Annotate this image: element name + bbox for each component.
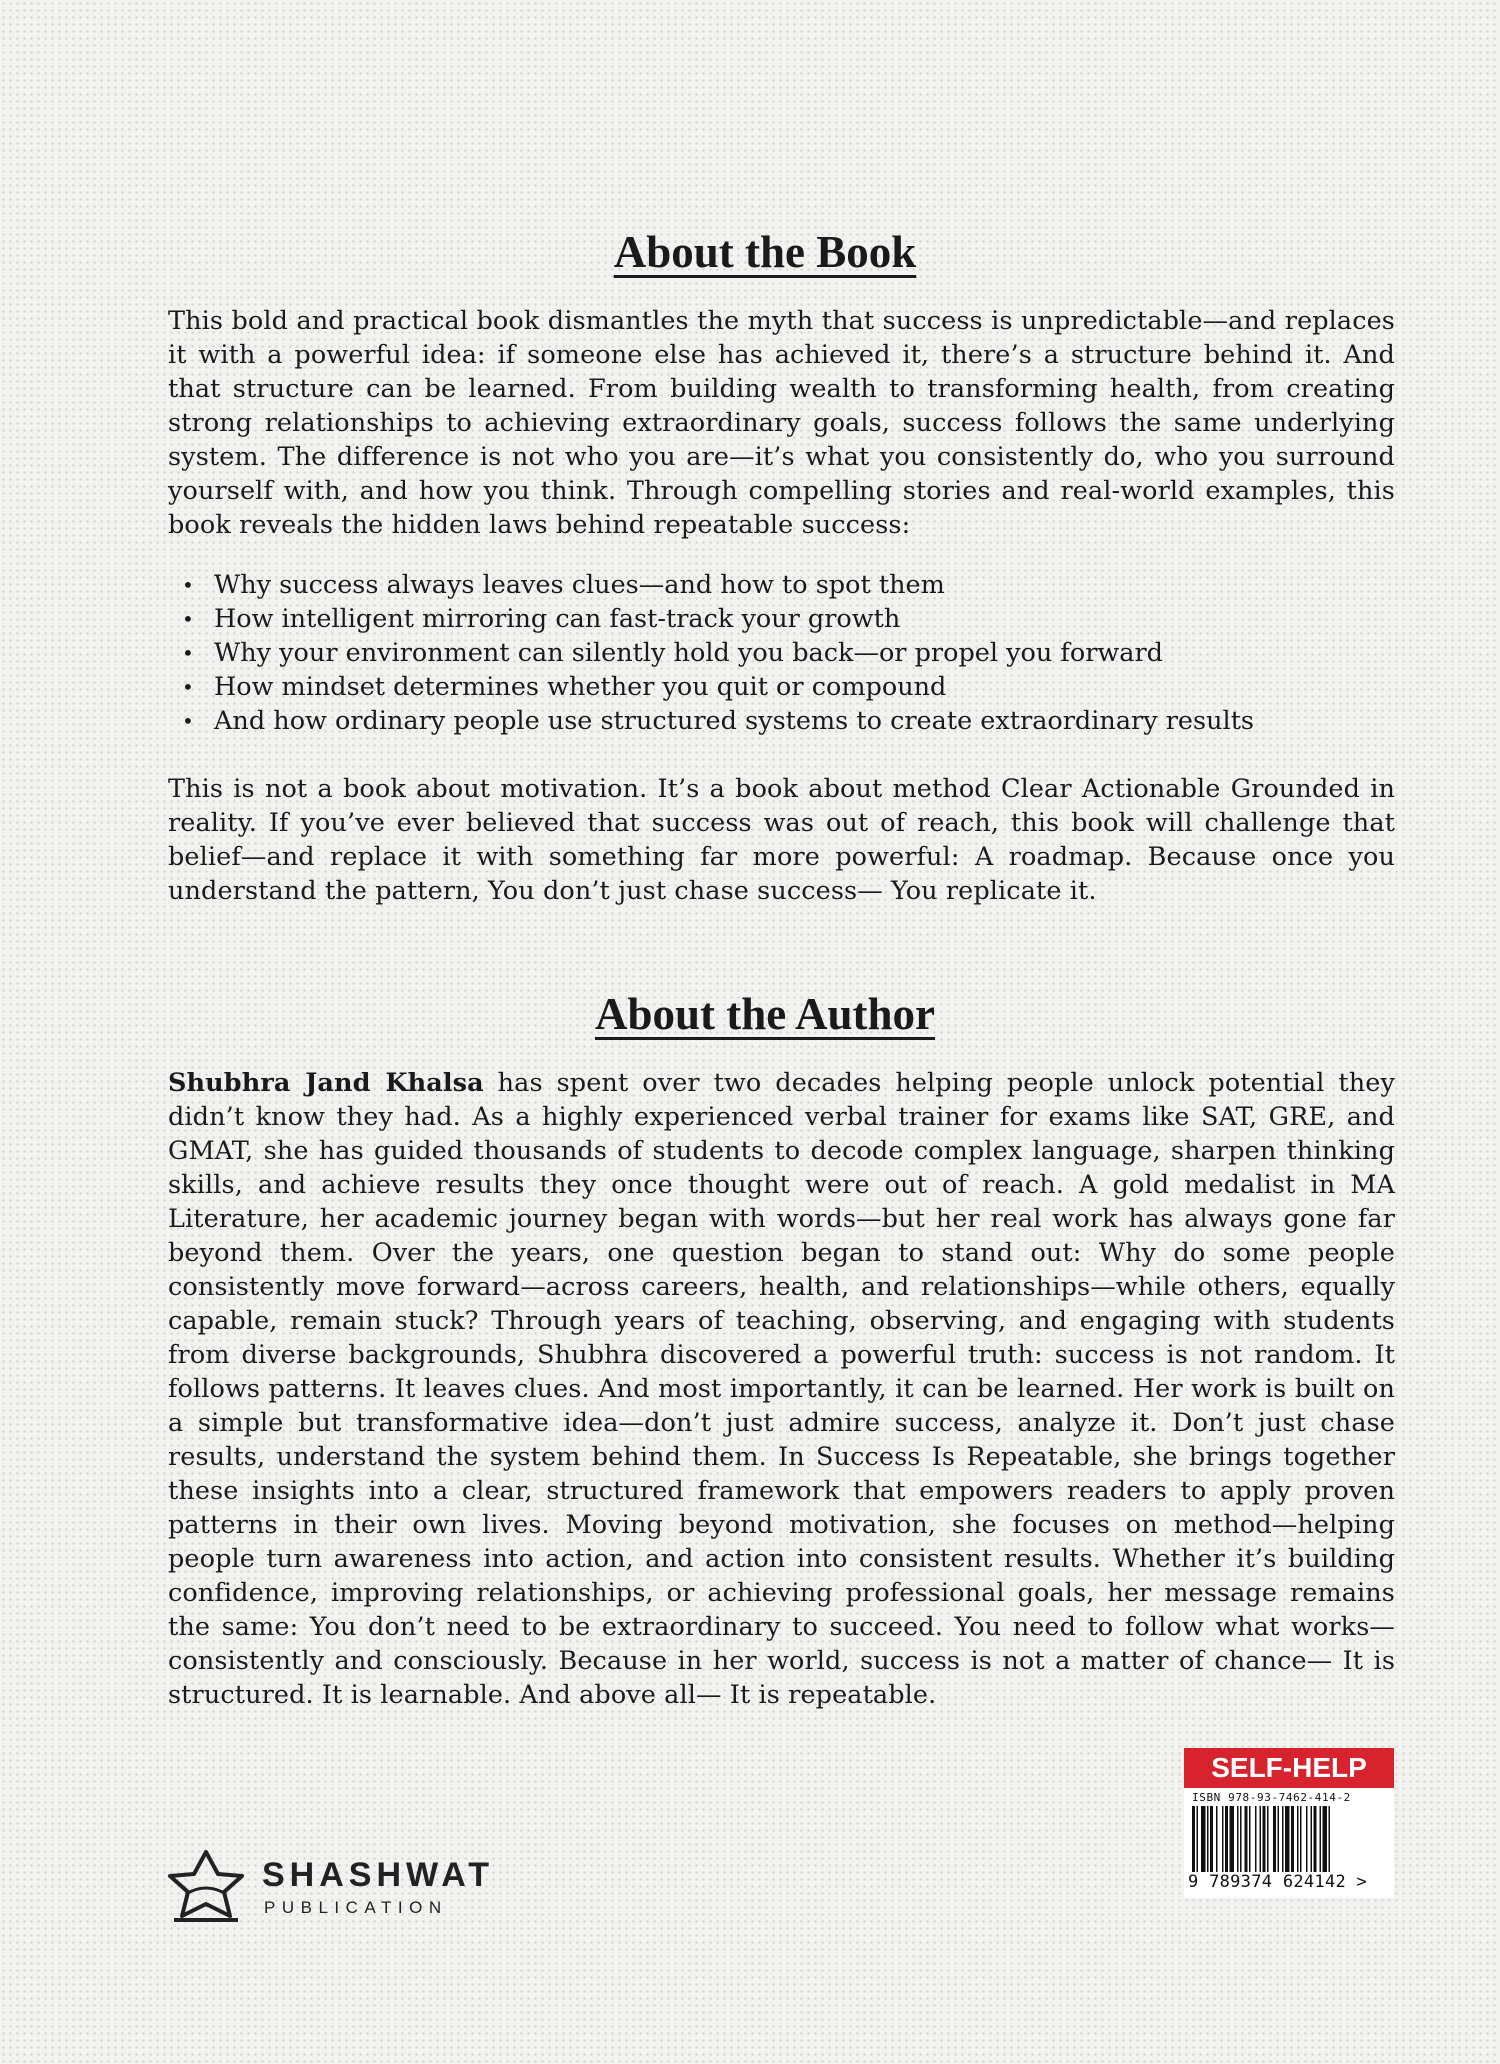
bullet-item: • Why your environment can silently hold you back—or propel you forward xyxy=(182,636,1382,670)
author-bio-text: has spent over two decades helping people unlock potential they didn’t know they had. As a highly experienced verbal trainer for exams like SAT, GRE, and GMAT, she has guided thousands of students to decode complex language, sharpen thinking skills, and achieve results they once thought were out of reach. A gold medalist in MA Literature, her academic journey began with words—but her real work has always gone far beyond them. Over the years, one question began to stand out: Why do some people consistently move forward—across careers, health, and relationships—while others, equally capable, remain stuck? Through years of teaching, observing, and engaging with students from diverse backgrounds, Shubhra discovered a powerful truth: success is not random. It follows patterns. It leaves clues. And most importantly, it can be learned. Her work is built on a simple but transformative idea—don’t just admire success, analyze it. Don’t just chase results, understand the system behind them. In Success Is Repeatable, she brings together these insights into a clear, structured framework that empowers readers to apply proven patterns in their own lives. Moving beyond motivation, she focuses on method—helping people turn awareness into action, and action into consistent results. Whether it’s building confidence, improving relationships, or achieving professional goals, her message remains the same: You don’t need to be extraordinary to succeed. You need to follow what works—consistently and consciously. Because in her world, success is not a matter of chance— It is structured. It is learnable. And above all— It is repeatable. xyxy=(168,1068,1396,1710)
bullet-item: • How intelligent mirroring can fast-track your growth xyxy=(182,602,1382,636)
about-book-bullet-list xyxy=(182,568,1382,738)
bullet-item: • Why success always leaves clues—and how to spot them xyxy=(182,568,1382,602)
publisher-subtitle: PUBLICATION xyxy=(264,1898,448,1917)
barcode-icon xyxy=(1192,1806,1388,1872)
bullet-item: • And how ordinary people use structured systems to create extraordinary results xyxy=(182,704,1382,738)
author-name: Shubhra Jand Khalsa xyxy=(168,1068,484,1098)
bullet-item: • How mindset determines whether you quit or compound xyxy=(182,670,1382,704)
publisher-name: SHASHWAT xyxy=(262,1856,495,1894)
about-author-heading: About the Author xyxy=(594,989,936,1039)
about-book-intro: This bold and practical book dismantles the myth that success is unpredictable—and replaces it with a powerful idea: if someone else has achieved it, there’s a structure behind it. And that structure can be learned. From building wealth to transforming health, from creating strong relationships to achieving extraordinary goals, success follows the same underlying system. The difference is not who you are—it’s what you consistently do, who you surround yourself with, and how you think. Through compelling stories and real-world examples, this book reveals the hidden laws behind repeatable success: xyxy=(168,306,1395,540)
publisher-mark-icon xyxy=(166,1846,246,1926)
barcode-digits: 9 789374 624142 > xyxy=(1188,1872,1368,1892)
about-book-closing: This is not a book about motivation. It’s a book about method Clear Actionable Grounded in reality. If you’ve ever believed that success was out of reach, this book will challenge that belief—and replace it with something far more powerful: A roadmap. Because once you understand the pattern, You don’t just chase success— You replicate it. xyxy=(168,774,1395,906)
genre-badge: SELF-HELP xyxy=(1184,1748,1394,1788)
about-book-heading: About the Book xyxy=(613,227,917,277)
about-author-bio xyxy=(168,1066,1395,1712)
isbn-barcode xyxy=(1184,1788,1394,1898)
isbn-label: ISBN 978-93-7462-414-2 xyxy=(1192,1791,1351,1804)
publisher-logo xyxy=(166,1846,506,1926)
